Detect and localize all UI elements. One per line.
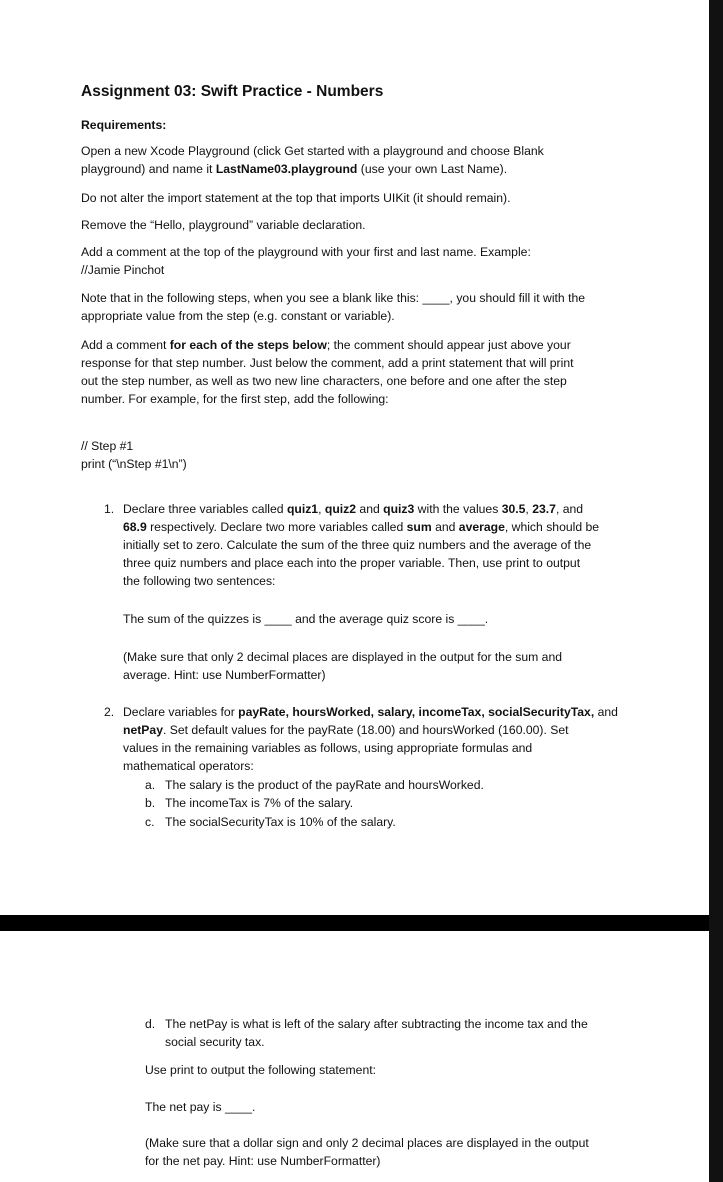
step2-item-d-line2: social security tax. xyxy=(165,1035,265,1049)
req2: Do not alter the import statement at the top that imports UIKit (it should remain). xyxy=(81,191,511,205)
note-line2: appropriate value from the step (e.g. constant or variable). xyxy=(81,309,395,323)
req1-line1: Open a new Xcode Playground (click Get started with a playground and choose Blank xyxy=(81,144,544,158)
step2-line1: Declare variables for payRate, hoursWorked, salary, incomeTax, socialSecurityTax, and xyxy=(123,705,618,719)
net-pay-hint-line2: for the net pay. Hint: use NumberFormatter) xyxy=(145,1154,381,1168)
req3: Remove the “Hello, playground” variable declaration. xyxy=(81,218,366,232)
assignment-title: Assignment 03: Swift Practice - Numbers xyxy=(81,83,384,100)
step1-line4: three quiz numbers and place each into the proper variable. Then, use print to output xyxy=(123,556,581,570)
step1-line3: initially set to zero. Calculate the sum of the three quiz numbers and the average of the xyxy=(123,538,592,552)
req4-line1: Add a comment at the top of the playground with your first and last name. Example: xyxy=(81,245,531,259)
step2-item-b-marker: b. xyxy=(145,796,156,810)
step2-item-a-text: The salary is the product of the payRate and hoursWorked. xyxy=(165,778,484,792)
step1-number: 1. xyxy=(104,502,115,516)
step2-item-c-marker: c. xyxy=(145,815,155,829)
step2-line4: mathematical operators: xyxy=(123,759,254,773)
step1-line1: Declare three variables called quiz1, quiz2 and quiz3 with the values 30.5, 23.7, and xyxy=(123,502,584,516)
right-border xyxy=(709,0,723,1182)
step2-item-c-text: The socialSecurityTax is 10% of the salary. xyxy=(165,815,396,829)
code-comment: // Step #1 xyxy=(81,439,134,453)
step2-item-a-marker: a. xyxy=(145,778,156,792)
code-print: print (“\nStep #1\n”) xyxy=(81,457,187,471)
use-print-instruction: Use print to output the following statement: xyxy=(145,1063,377,1077)
step2-line3: values in the remaining variables as follows, using appropriate formulas and xyxy=(123,741,533,755)
step1-hint-line1: (Make sure that only 2 decimal places are displayed in the output for the sum and xyxy=(123,650,562,664)
step2-item-d-marker: d. xyxy=(145,1017,156,1031)
comment-line1: Add a comment for each of the steps below; the comment should appear just above your xyxy=(81,338,571,352)
net-pay-hint-line1: (Make sure that a dollar sign and only 2 decimal places are displayed in the output xyxy=(145,1136,589,1150)
step2-line2: netPay. Set default values for the payRate (18.00) and hoursWorked (160.00). Set xyxy=(123,723,569,737)
comment-line3: out the step number, as well as two new line characters, one before and one after the step xyxy=(81,374,567,388)
step2-item-d-line1: The netPay is what is left of the salary after subtracting the income tax and the xyxy=(165,1017,588,1031)
step2-number: 2. xyxy=(104,705,115,719)
step2-item-b-text: The incomeTax is 7% of the salary. xyxy=(165,796,354,810)
net-pay-sentence: The net pay is ____. xyxy=(145,1100,256,1114)
comment-line2: response for that step number. Just below the comment, add a print statement that will print xyxy=(81,356,574,370)
req4-example: //Jamie Pinchot xyxy=(81,263,165,277)
step1-line5: the following two sentences: xyxy=(123,574,276,588)
step1-hint-line2: average. Hint: use NumberFormatter) xyxy=(123,668,326,682)
document-page-2 xyxy=(0,931,709,1182)
step1-sentence: The sum of the quizzes is ____ and the average quiz score is ____. xyxy=(123,612,489,626)
comment-line4: number. For example, for the first step, add the following: xyxy=(81,392,389,406)
requirements-heading: Requirements: xyxy=(81,118,167,132)
req1-line2: playground) and name it LastName03.playground (use your own Last Name). xyxy=(81,162,508,176)
step1-line2: 68.9 respectively. Declare two more variables called sum and average, which should be xyxy=(123,520,600,534)
note-line1: Note that in the following steps, when you see a blank like this: ____, you should fill it with the xyxy=(81,291,586,305)
